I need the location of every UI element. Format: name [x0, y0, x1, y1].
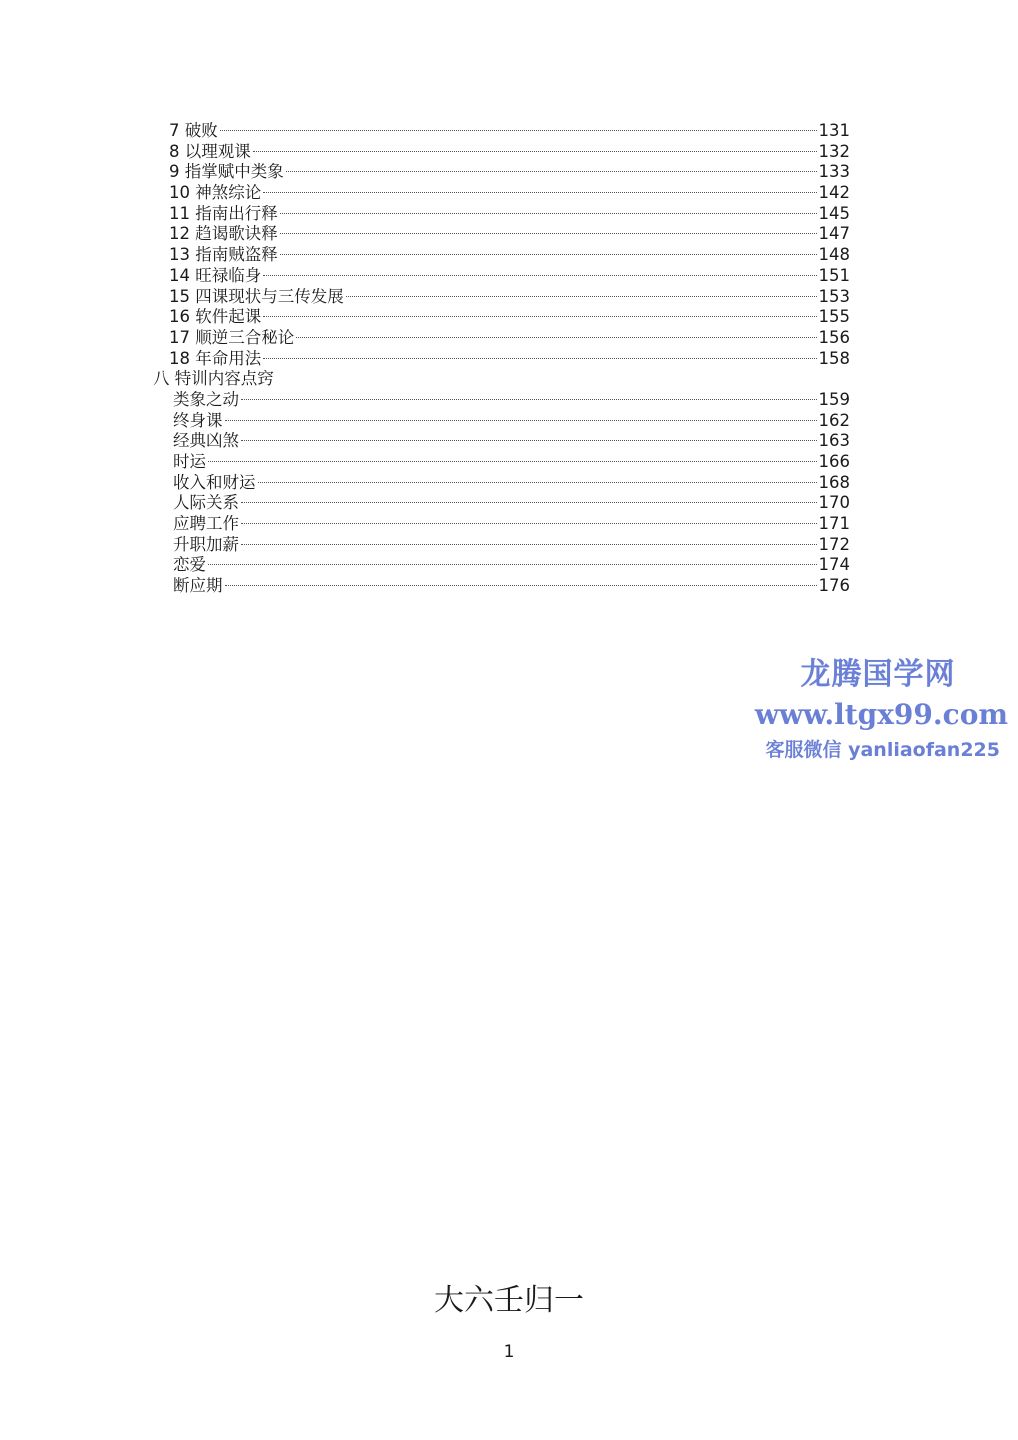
toc-dot-leader [263, 275, 816, 276]
toc-entry-title: 应聘工作 [173, 514, 239, 534]
toc-entry-title: 11 指南出行释 [169, 203, 278, 223]
toc-entry-page: 151 [818, 265, 850, 285]
toc-entry-page: 148 [818, 245, 850, 265]
table-of-contents [150, 121, 850, 597]
toc-dot-leader [346, 296, 817, 297]
toc-entry-title: 17 顺逆三合秘论 [169, 327, 295, 347]
toc-entry-page: 145 [818, 203, 850, 223]
toc-entry-page: 162 [818, 410, 850, 430]
toc-section-heading[interactable] [150, 369, 850, 390]
toc-dot-leader [241, 523, 817, 524]
toc-entry-page: 155 [818, 307, 850, 327]
toc-entry-title: 13 指南贼盗释 [169, 245, 278, 265]
toc-dot-leader [241, 399, 817, 400]
toc-dot-leader [258, 482, 817, 483]
toc-entry-title: 人际关系 [173, 493, 239, 513]
toc-entry-title: 断应期 [173, 576, 223, 596]
toc-entry-page: 147 [818, 224, 850, 244]
toc-entry[interactable] [150, 183, 850, 204]
toc-entry-page: 166 [818, 452, 850, 471]
toc-entry-title: 7 破败 [169, 121, 218, 140]
page-number: 1 [503, 1342, 515, 1362]
toc-entry-title: 时运 [173, 452, 206, 471]
toc-entry-page: 176 [818, 576, 850, 596]
toc-entry-page: 163 [818, 431, 850, 451]
toc-entry[interactable] [150, 266, 850, 287]
toc-dot-leader [225, 585, 817, 586]
toc-entry[interactable] [150, 555, 850, 576]
toc-entry[interactable] [150, 576, 850, 597]
toc-entry-title: 八 特训内容点窍 [153, 369, 274, 389]
toc-dot-leader [225, 420, 817, 421]
toc-entry[interactable] [150, 307, 850, 328]
toc-entry-page: 131 [818, 121, 850, 140]
toc-entry-title: 收入和财运 [173, 472, 256, 492]
toc-entry-page: 159 [818, 389, 850, 409]
toc-dot-leader [280, 213, 817, 214]
toc-dot-leader [253, 151, 817, 152]
toc-entry[interactable] [150, 224, 850, 245]
toc-entry[interactable] [150, 431, 850, 452]
book-title: 大六壬归一 [434, 1283, 584, 1318]
toc-dot-leader [286, 171, 817, 172]
toc-entry[interactable] [150, 245, 850, 266]
toc-dot-leader [263, 192, 816, 193]
toc-entry-page: 174 [818, 555, 850, 575]
watermark-url: www.ltgx99.com [754, 698, 1008, 731]
toc-entry[interactable] [150, 411, 850, 432]
toc-entry-title: 终身课 [173, 410, 223, 430]
toc-entry[interactable] [150, 473, 850, 494]
toc-entry[interactable] [150, 390, 850, 411]
toc-dot-leader [263, 358, 816, 359]
toc-entry-page: 142 [818, 183, 850, 203]
toc-entry-page: 172 [818, 534, 850, 554]
toc-entry[interactable] [150, 349, 850, 370]
toc-dot-leader [296, 337, 816, 338]
toc-entry-page: 158 [818, 348, 850, 368]
toc-entry[interactable] [150, 514, 850, 535]
toc-dot-leader [280, 233, 817, 234]
toc-entry-page: 170 [818, 493, 850, 513]
toc-dot-leader [241, 502, 817, 503]
toc-entry-title: 升职加薪 [173, 534, 239, 554]
toc-dot-leader [263, 316, 816, 317]
toc-entry-title: 经典凶煞 [173, 431, 239, 451]
toc-dot-leader [241, 440, 817, 441]
toc-entry[interactable] [150, 162, 850, 183]
toc-entry-title: 10 神煞综论 [169, 183, 262, 203]
toc-entry-title: 15 四课现状与三传发展 [169, 286, 344, 306]
toc-entry-title: 14 旺禄临身 [169, 265, 262, 285]
toc-entry-title: 恋爱 [173, 555, 206, 575]
toc-entry[interactable] [150, 493, 850, 514]
toc-entry[interactable] [150, 535, 850, 556]
toc-entry[interactable] [150, 452, 850, 473]
watermark-site-name: 龙腾国学网 [800, 657, 956, 692]
toc-dot-leader [208, 461, 817, 462]
watermark-service-contact: 客服微信 yanliaofan225 [765, 739, 1000, 761]
toc-entry-title: 9 指掌赋中类象 [169, 162, 284, 182]
toc-entry[interactable] [150, 328, 850, 349]
toc-entry-page: 132 [818, 141, 850, 161]
toc-dot-leader [220, 130, 817, 131]
toc-entry-title: 18 年命用法 [169, 348, 262, 368]
toc-entry-page: 171 [818, 514, 850, 534]
toc-dot-leader [241, 544, 817, 545]
toc-entry[interactable] [150, 204, 850, 225]
toc-entry[interactable] [150, 287, 850, 308]
toc-dot-leader [208, 564, 817, 565]
toc-entry-title: 12 趋谒歌诀释 [169, 224, 278, 244]
watermark [748, 655, 1008, 765]
toc-entry-title: 8 以理观课 [169, 141, 251, 161]
toc-entry-title: 16 软件起课 [169, 307, 262, 327]
toc-entry-page: 153 [818, 286, 850, 306]
toc-entry-title: 类象之动 [173, 389, 239, 409]
toc-dot-leader [280, 254, 817, 255]
toc-entry-page: 156 [818, 327, 850, 347]
toc-entry-page: 133 [818, 162, 850, 182]
toc-entry[interactable] [150, 142, 850, 163]
toc-entry-page: 168 [818, 472, 850, 492]
toc-entry[interactable] [150, 121, 850, 142]
